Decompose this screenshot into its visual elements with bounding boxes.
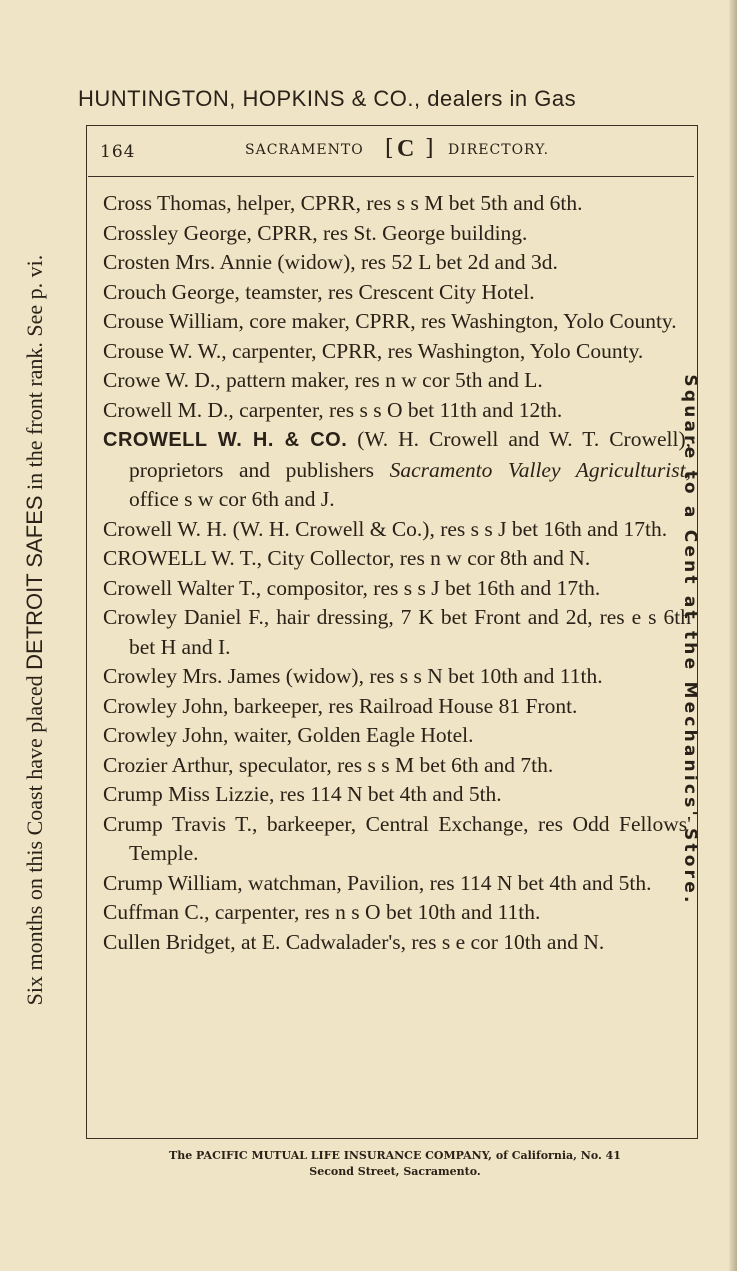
directory-entry [103,544,691,574]
entry-text: Crowe W. D., pattern maker, res n w cor 5th and L. [103,368,543,392]
entry-text: Crouse W. W., carpenter, CPRR, res Washington, Yolo County. [103,338,644,363]
left-ad-post: in the front rank. See p. vi. [22,254,47,490]
right-margin-advertisement: Square to a Cent at the Mechanics' Store. [680,374,700,906]
directory-entry [103,278,691,308]
left-ad-caps: DETROIT SAFES [22,495,47,670]
entry-text: Cullen Bridget, at E. Cadwalader's, res s e cor 10th and N. [103,929,605,954]
directory-entry [103,603,691,662]
directory-entry [103,248,691,278]
entry-text: Crosten Mrs. Annie (widow), res 52 L bet 2d and 3d. [103,250,558,274]
left-ad-pre: Six months on this Coast have placed [22,675,47,1006]
directory-entry [103,307,691,337]
entry-text: Crowley John, barkeeper, res Railroad House 81 Front. [103,693,578,718]
header-letter: C [397,136,416,162]
entry-text-continued: office s w cor 6th and J. [129,487,335,511]
page-number: 164 [100,142,136,162]
entry-text: Crowell W. H. (W. H. Crowell & Co.), res s s J bet 16th and 17th. [103,516,668,541]
directory-entry [103,396,691,426]
directory-entry [103,337,691,367]
top-advertisement [78,86,576,112]
directory-entry [103,662,691,692]
entry-text: Crump William, watchman, Pavilion, res 114 N bet 4th and 5th. [103,870,652,895]
header-bracket-left: [ [385,136,395,161]
entry-text: Cross Thomas, helper, CPRR, res s s M bet 5th and 6th. [103,191,583,215]
header-rule [88,176,694,177]
entry-firm-name: CROWELL W. H. & CO. [103,429,348,451]
directory-entry [103,810,691,869]
directory-entry [103,751,691,781]
directory-entry [103,869,691,899]
directory-entry [103,189,691,219]
directory-entries [103,189,691,957]
directory-entry [103,425,691,515]
entry-text: (W. H. Crowell and W. T. Crowell), proprietors and publishers [129,427,691,482]
entry-text: Crowley Daniel F., hair dressing, 7 K bet Front and 2d, res e s 6th bet H and I. [103,605,691,659]
entry-text: Crossley George, CPRR, res St. George building. [103,220,528,245]
header-directory: DIRECTORY. [448,142,550,158]
directory-entry [103,692,691,722]
header-bracket-right: ] [425,136,435,161]
top-ad-firm: HUNTINGTON, HOPKINS & CO., [78,86,421,111]
left-margin-advertisement [22,120,48,1140]
entry-text: Crouse William, core maker, CPRR, res Washington, Yolo County. [103,309,677,333]
directory-entry [103,780,691,810]
entry-text: Cuffman C., carpenter, res n s O bet 10th and 11th. [103,900,541,924]
entry-text: CROWELL W. T., City Collector, res n w cor 8th and N. [103,546,591,570]
top-ad-tail: dealers in Gas [427,86,577,111]
directory-entry [103,219,691,249]
page-edge-shadow [729,0,737,1271]
entry-text: Crozier Arthur, speculator, res s s M bet 6th and 7th. [103,752,554,777]
running-header [100,138,690,168]
footer-line-2: Second Street, Sacramento. [309,1165,481,1178]
header-city: SACRAMENTO [245,142,364,158]
directory-entry [103,574,691,604]
entry-text: Crowley Mrs. James (widow), res s s N bet 10th and 11th. [103,664,603,688]
directory-entry [103,366,691,396]
entry-text: Crouch George, teamster, res Crescent City Hotel. [103,279,535,304]
footer-advertisement [80,1148,710,1180]
entry-text: Crowley John, waiter, Golden Eagle Hotel. [103,723,474,747]
entry-text: Crowell M. D., carpenter, res s s O bet 11th and 12th. [103,397,563,422]
directory-entry [103,928,691,958]
entry-text: Crowell Walter T., compositor, res s s J bet 16th and 17th. [103,575,601,600]
entry-publication-title: Sacramento Valley Agriculturist, [389,457,691,482]
directory-entry [103,515,691,545]
footer-line-1: The PACIFIC MUTUAL LIFE INSURANCE COMPANY, of California, No. 41 [169,1149,621,1162]
directory-entry [103,721,691,751]
entry-text: Crump Travis T., barkeeper, Central Exchange, res Odd Fellows' Temple. [103,811,691,865]
directory-entry [103,898,691,928]
entry-text: Crump Miss Lizzie, res 114 N bet 4th and 5th. [103,782,502,806]
